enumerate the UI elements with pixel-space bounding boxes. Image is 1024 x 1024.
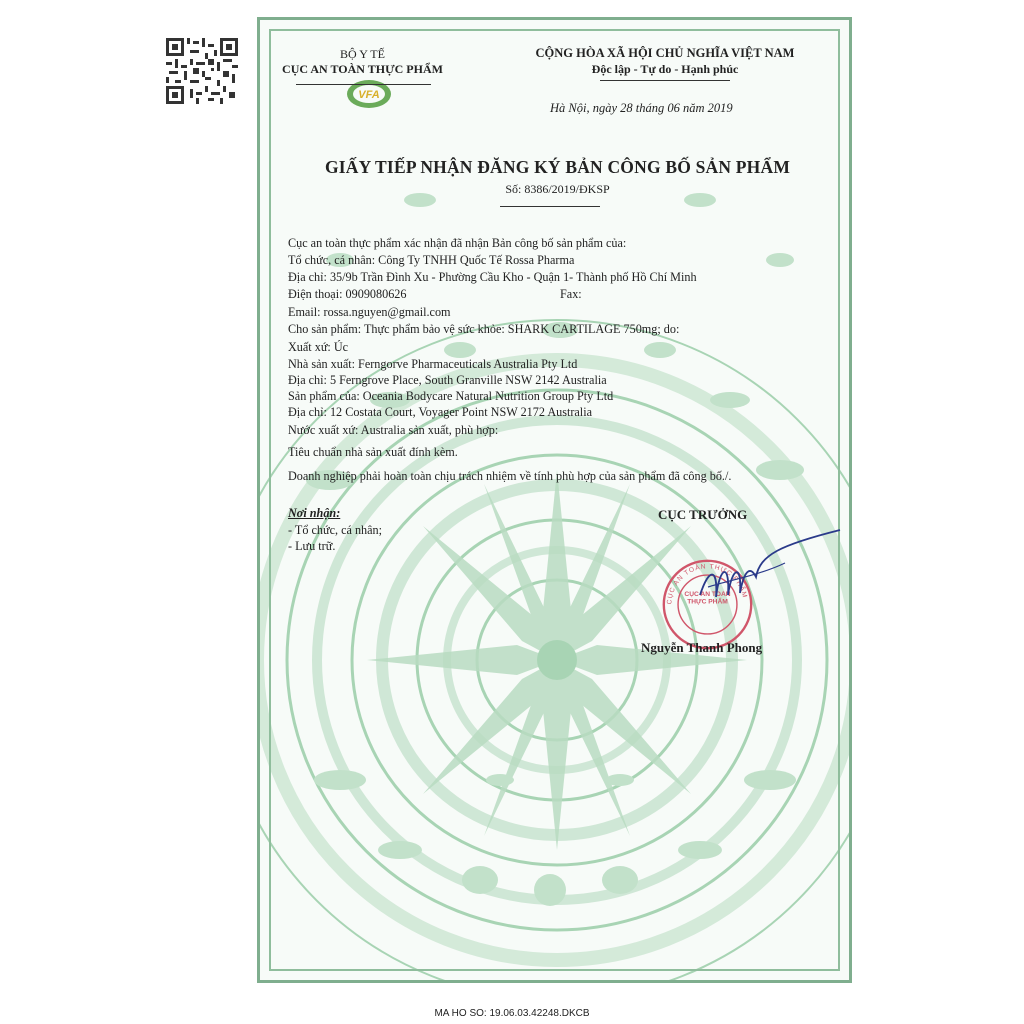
body-line-14: Doanh nghiệp phải hoàn toàn chịu trách nhiệm về tính phù hợp của sản phẩm đã công bố./.	[288, 469, 732, 483]
header-right-rule	[600, 80, 730, 81]
signer-name: Nguyễn Thanh Phong	[641, 640, 763, 655]
body-line-10: Sản phẩm của: Oceania Bodycare Natural Nutrition Group Pty Ltd	[288, 389, 614, 403]
title-rule	[500, 206, 600, 207]
record-code: MA HO SO: 19.06.03.42248.DKCB	[434, 1008, 590, 1019]
issue-date: Hà Nội, ngày 28 tháng 06 năm 2019	[550, 101, 733, 115]
body-line-6: Cho sản phẩm: Thực phẩm bảo vệ sức khỏe: SHARK CARTILAGE 750mg; do:	[288, 322, 680, 336]
body-line-7: Xuất xứ: Úc	[288, 340, 349, 354]
seal-ring-text: CỤC AN TOÀN THỰC PHẨM	[666, 563, 749, 605]
vfa-logo	[345, 78, 393, 110]
seal-center-text: CỤC AN TOÀN THỰC PHẨM	[684, 591, 731, 606]
recipient-2: - Lưu trữ.	[288, 539, 336, 553]
body-line-13: Tiêu chuẩn nhà sản xuất đính kèm.	[288, 445, 458, 459]
body-line-3: Địa chỉ: 35/9b Trần Đình Xu - Phường Cầu Kho - Quận 1- Thành phố Hồ Chí Minh	[288, 270, 697, 284]
body-line-9: Địa chỉ: 5 Ferngrove Place, South Granville NSW 2142 Australia	[288, 373, 607, 387]
republic-name: CỘNG HÒA XÃ HỘI CHỦ NGHĨA VIỆT NAM	[535, 46, 795, 60]
vfa-logo-text: VFA	[358, 89, 380, 101]
recipients-label: Nơi nhận:	[288, 506, 341, 520]
ministry-name: BỘ Y TẾ	[340, 47, 385, 61]
document-number: Số: 8386/2019/ĐKSP	[505, 182, 610, 196]
body-line-5: Email: rossa.nguyen@gmail.com	[288, 305, 451, 319]
signer-role: CỤC TRƯỞNG	[658, 507, 748, 522]
handwritten-signature	[690, 525, 850, 615]
body-line-12: Nước xuất xứ: Australia sản xuất, phù hợp:	[288, 423, 499, 437]
body-line-1: Cục an toàn thực phẩm xác nhận đã nhận Bản công bố sản phẩm của:	[288, 236, 627, 250]
body-line-8: Nhà sản xuất: Ferngorve Pharmaceuticals Australia Pty Ltd	[288, 357, 578, 371]
document-title: GIẤY TIẾP NHẬN ĐĂNG KÝ BẢN CÔNG BỐ SẢN PHẨM	[324, 157, 791, 177]
national-motto: Độc lập - Tự do - Hạnh phúc	[591, 62, 739, 76]
body-line-4: Điện thoại: 0909080626	[288, 287, 407, 301]
certificate	[257, 17, 852, 983]
agency-name: CỤC AN TOÀN THỰC PHẨM	[282, 62, 443, 76]
body-line-11: Địa chỉ: 12 Costata Court, Voyager Point NSW 2172 Australia	[288, 405, 592, 419]
fax-label: Fax:	[560, 287, 582, 301]
recipient-1: - Tổ chức, cá nhân;	[288, 523, 383, 537]
qr-code	[166, 38, 238, 104]
header-left-rule	[296, 84, 431, 85]
body-line-2: Tổ chức, cá nhân: Công Ty TNHH Quốc Tế Rossa Pharma	[288, 253, 575, 267]
